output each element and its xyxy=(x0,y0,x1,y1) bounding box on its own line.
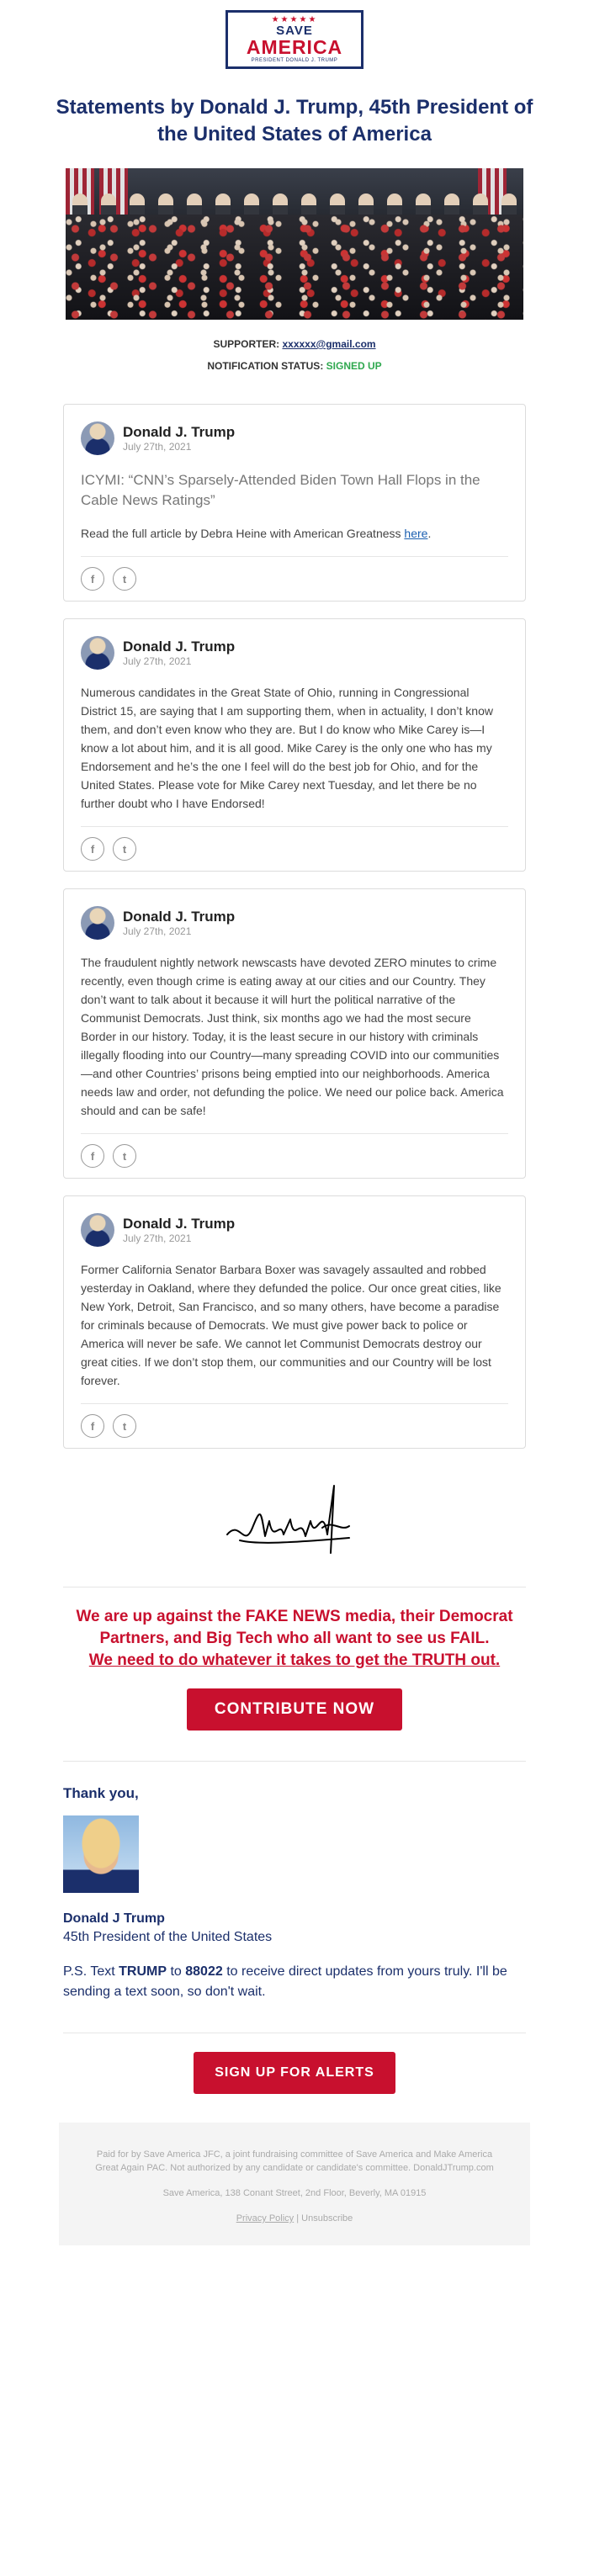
post-date: July 27th, 2021 xyxy=(123,441,192,453)
post-date: July 27th, 2021 xyxy=(123,1232,192,1244)
post-body: The fraudulent nightly network newscasts have devoted ZERO minutes to crime recently, even though crime is eating away at our cities and our Country. They don’t want to talk about it because it will hurt the political narrative of the Communist Democrats. Just think, six months ago we had the most secure Border in our history. Today, it is the least secure in our history with criminals illegally flooding into our Country—many spreading COVID into our communities—and other Countries’ prisons being emptied into our neighborhoods. America needs law and order, not defunding the police. We need our police back. America should and can be safe! xyxy=(81,956,504,1117)
facebook-icon[interactable]: f xyxy=(81,567,104,591)
share-buttons xyxy=(81,1144,508,1168)
privacy-policy-link[interactable]: Privacy Policy xyxy=(236,2213,294,2224)
logo-president: PRESIDENT DONALD J. TRUMP xyxy=(251,57,338,63)
card-header xyxy=(81,1213,508,1247)
author-name: Donald J. Trump xyxy=(123,909,236,925)
twitter-icon[interactable]: t xyxy=(113,1144,136,1168)
footer-links: Privacy Policy | Unsubscribe xyxy=(236,2213,353,2224)
card-header xyxy=(81,421,508,455)
post-body: Read the full article by Debra Heine with American Greatness here. xyxy=(81,527,432,540)
crowd xyxy=(66,215,523,320)
notification-value: SIGNED UP xyxy=(326,360,382,372)
author-name: Donald J. Trump xyxy=(123,1216,236,1232)
closing-section xyxy=(63,1785,526,2002)
avatar xyxy=(81,1213,114,1247)
page-title: Statements by Donald J. Trump, 45th President of the United States of America xyxy=(56,96,533,146)
statement-card xyxy=(63,618,526,872)
logo-wrap xyxy=(0,0,589,69)
signature-image xyxy=(0,1469,589,1570)
cta-line: We are up against the FAKE NEWS media, their Democrat Partners, and Big Tech who all want to see us FAIL. xyxy=(76,1608,513,1647)
supporter-label: SUPPORTER: xyxy=(213,338,280,350)
twitter-icon[interactable]: t xyxy=(113,837,136,861)
share-buttons xyxy=(81,837,508,861)
unsubscribe-link[interactable]: Unsubscribe xyxy=(301,2213,353,2224)
supporter-email-link[interactable]: xxxxxx@gmail.com xyxy=(282,338,376,350)
hero-rally-image xyxy=(66,168,523,320)
logo-save: SAVE xyxy=(276,23,313,38)
card-header xyxy=(81,636,508,670)
author-name: Donald J. Trump xyxy=(123,639,236,655)
notification-label: NOTIFICATION STATUS: xyxy=(207,360,324,372)
statement-list xyxy=(0,404,589,1449)
divider xyxy=(81,1403,508,1404)
avatar xyxy=(81,636,114,670)
ps-number: 88022 xyxy=(185,1964,223,1979)
post-date: July 27th, 2021 xyxy=(123,925,192,937)
save-america-logo[interactable] xyxy=(226,10,363,69)
post-lead: ICYMI: “CNN’s Sparsely-Attended Biden Town Hall Flops in the Cable News Ratings” xyxy=(81,472,480,508)
cta-underline-link[interactable]: We need to do whatever it takes to get the TRUTH out. xyxy=(88,1651,501,1669)
divider xyxy=(81,556,508,557)
statement-card xyxy=(63,1195,526,1449)
divider xyxy=(63,1761,526,1762)
sign-up-alerts-button[interactable]: SIGN UP FOR ALERTS xyxy=(194,2052,395,2094)
avatar xyxy=(81,421,114,455)
supporter-line xyxy=(0,338,589,350)
divider xyxy=(81,1133,508,1134)
trump-portrait xyxy=(63,1815,139,1893)
notification-status xyxy=(0,360,589,372)
post-date: July 27th, 2021 xyxy=(123,655,192,667)
facebook-icon[interactable]: f xyxy=(81,1144,104,1168)
signer-name: Donald J Trump xyxy=(63,1911,165,1926)
signer-title: 45th President of the United States xyxy=(63,1930,273,1944)
logo-stars: ★★★★★ xyxy=(271,14,318,24)
post-body: Numerous candidates in the Great State of Ohio, running in Congressional District 15, are saying that I am supporting them, when in actuality, I don’t know them, and don’t even know who they are. But I do know who Mike Carey is—I know a lot about him, and it is all good. Mike Carey is the only one who has my Endorsement and he’s the one I feel will do the best job for Ohio, and for the United States. Please vote for Mike Carey next Tuesday, and let there be no further doubt who I have Endorsed! xyxy=(81,686,493,810)
avatar xyxy=(81,906,114,940)
author-name: Donald J. Trump xyxy=(123,424,236,440)
facebook-icon[interactable]: f xyxy=(81,1414,104,1438)
article-link[interactable]: here xyxy=(404,527,428,540)
cta-message xyxy=(50,1606,539,1672)
share-buttons xyxy=(81,1414,508,1438)
twitter-icon[interactable]: t xyxy=(113,567,136,591)
post-body: Former California Senator Barbara Boxer was savagely assaulted and robbed yesterday in Oakland, where they defunded the police. Our once great cities, like New York, Detroit, San Francisco, and so many others, have become a paradise for criminals because of Democrats. We must give power back to police or America will never be safe. We cannot let Communist Democrats destroy our great cities. If we don’t stop them, our communities and our Country will be lost forever. xyxy=(81,1263,501,1387)
statement-card xyxy=(63,404,526,602)
footer-disclaimer: Paid for by Save America JFC, a joint fundraising committee of Save America and Make America Great Again PAC. Not authorized by any candidate or candidate's committee. DonaldJTrump.com xyxy=(95,2149,494,2173)
contribute-now-button[interactable]: CONTRIBUTE NOW xyxy=(187,1688,402,1731)
card-header xyxy=(81,906,508,940)
ps-text: P.S. Text TRUMP to 88022 to receive direct updates from yours truly. I'll be sending a text soon, so don't wait. xyxy=(63,1964,507,1999)
thanks-text: Thank you, xyxy=(63,1785,139,1801)
ps-keyword: TRUMP xyxy=(119,1964,167,1979)
footer-address: Save America, 138 Conant Street, 2nd Floor, Beverly, MA 01915 xyxy=(162,2188,427,2198)
divider xyxy=(81,826,508,827)
footer xyxy=(59,2123,530,2245)
twitter-icon[interactable]: t xyxy=(113,1414,136,1438)
facebook-icon[interactable]: f xyxy=(81,837,104,861)
statement-card xyxy=(63,888,526,1179)
logo-america: AMERICA xyxy=(246,35,343,58)
share-buttons xyxy=(81,567,508,591)
